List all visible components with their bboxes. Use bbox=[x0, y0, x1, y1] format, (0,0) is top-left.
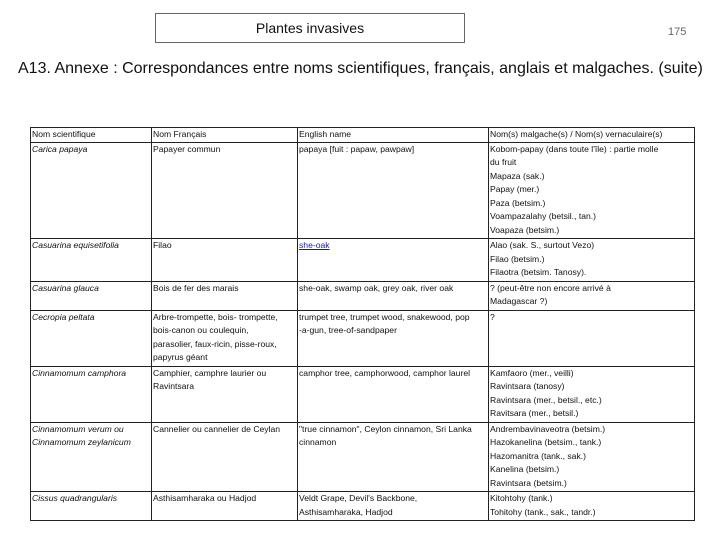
table-row bbox=[31, 142, 695, 239]
cell-line: Ravintsara bbox=[153, 381, 195, 391]
table-header-row bbox=[31, 128, 695, 143]
cell-scientific-name bbox=[31, 281, 152, 310]
header-title: Plantes invasives bbox=[255, 20, 365, 36]
table-row bbox=[31, 310, 695, 366]
cell-line: Cinnamomum camphora bbox=[32, 367, 127, 378]
cell-line: Casuarina equisetifolia bbox=[32, 240, 119, 250]
cell-line: Arbre-trompette, bois- trompette, bbox=[153, 311, 278, 322]
cell-line: Paza (betsim.) bbox=[490, 197, 546, 208]
english-name-link[interactable]: she-oak bbox=[299, 240, 330, 250]
cell-line: "true cinnamon", Ceylon cinnamon, Sri Lanka bbox=[299, 423, 472, 434]
cell-line: Filaotra (betsim. Tanosy). bbox=[490, 267, 587, 277]
cell-malagasy-name bbox=[489, 142, 695, 239]
cell-malagasy-name bbox=[489, 281, 695, 310]
cell-line: Ravintsara (betsim.) bbox=[490, 477, 567, 488]
cell-line: Filao (betsim.) bbox=[490, 253, 545, 264]
cell-line: trumpet tree, trumpet wood, snakewood, pop bbox=[299, 311, 470, 322]
cell-line: Alao (sak. S., surtout Vezo) bbox=[490, 240, 595, 250]
cell-line: papaya [fuit : papaw, pawpaw] bbox=[299, 143, 415, 154]
cell-line: Kobom-papay (dans toute l'île) : partie molle bbox=[490, 143, 659, 154]
cell-malagasy-name bbox=[489, 492, 695, 521]
table-row bbox=[31, 492, 695, 521]
cell-english-name bbox=[298, 366, 489, 422]
cell-malagasy-name bbox=[489, 239, 695, 282]
cell-line: cinnamon bbox=[299, 437, 337, 447]
cell-english-name bbox=[298, 239, 489, 282]
cell-line: Hazomanitra (tank., sak.) bbox=[490, 450, 586, 461]
cell-line: Madagascar ?) bbox=[490, 296, 548, 306]
cell-french-name bbox=[152, 281, 298, 310]
cell-line: Veldt Grape, Devil's Backbone, bbox=[299, 493, 418, 503]
column-header-scientific: Nom scientifique bbox=[31, 128, 152, 143]
cell-scientific-name bbox=[31, 142, 152, 239]
correspondence-table bbox=[30, 127, 695, 521]
cell-line: ? bbox=[490, 311, 495, 322]
cell-line: -a-gun, tree-of-sandpaper bbox=[299, 325, 397, 335]
cell-line: ? (peut-être non encore arrivé à bbox=[490, 282, 611, 293]
cell-line: Papay (mer.) bbox=[490, 184, 540, 194]
cell-english-name bbox=[298, 492, 489, 521]
cell-line: Papayer commun bbox=[153, 143, 221, 154]
cell-english-name bbox=[298, 310, 489, 366]
cell-line: Kanelina (betsim.) bbox=[490, 464, 560, 474]
cell-scientific-name bbox=[31, 366, 152, 422]
cell-line: Ravintsara (tanosy) bbox=[490, 381, 565, 391]
cell-line: Voapaza (betsim.) bbox=[490, 224, 560, 235]
cell-scientific-name bbox=[31, 492, 152, 521]
table-body bbox=[31, 142, 695, 521]
cell-french-name bbox=[152, 366, 298, 422]
cell-english-name bbox=[298, 281, 489, 310]
cell-line: Carica papaya bbox=[32, 143, 88, 154]
table-row bbox=[31, 422, 695, 492]
cell-line: papyrus géant bbox=[153, 352, 208, 362]
column-header-malagasy: Nom(s) malgache(s) / Nom(s) vernaculaire(s) bbox=[489, 128, 695, 143]
cell-scientific-name bbox=[31, 239, 152, 282]
cell-malagasy-name bbox=[489, 366, 695, 422]
cell-line: Cissus quadrangularis bbox=[32, 493, 118, 503]
cell-line: Ravintsara (mer., betsil., etc.) bbox=[490, 394, 602, 405]
cell-line: Kitohtohy (tank.) bbox=[490, 493, 553, 503]
page-number: 175 bbox=[668, 26, 687, 38]
cell-english-name bbox=[298, 142, 489, 239]
cell-french-name bbox=[152, 239, 298, 282]
cell-line: Cecropia peltata bbox=[32, 311, 95, 322]
column-header-french: Nom Français bbox=[152, 128, 298, 143]
cell-line: Camphier, camphre laurier ou bbox=[153, 367, 267, 378]
table-row bbox=[31, 281, 695, 310]
cell-french-name bbox=[152, 142, 298, 239]
cell-malagasy-name bbox=[489, 422, 695, 492]
cell-line: Kamfaoro (mer., veilli) bbox=[490, 367, 574, 378]
cell-line: Tohitohy (tank., sak., tandr.) bbox=[490, 506, 596, 517]
cell-line: Mapaza (sak.) bbox=[490, 170, 545, 181]
cell-line: Andrembavinaveotra (betsim.) bbox=[490, 423, 606, 434]
cell-line: du fruit bbox=[490, 157, 517, 167]
cell-line: she-oak, swamp oak, grey oak, river oak bbox=[299, 282, 454, 293]
cell-french-name bbox=[152, 310, 298, 366]
cell-line: Voampazalahy (betsil., tan.) bbox=[490, 211, 597, 221]
table-row bbox=[31, 366, 695, 422]
cell-line: Bois de fer des marais bbox=[153, 282, 239, 293]
cell-line: camphor tree, camphorwood, camphor laurel bbox=[299, 367, 471, 378]
cell-scientific-name bbox=[31, 422, 152, 492]
table-row bbox=[31, 239, 695, 282]
column-header-english: English name bbox=[298, 128, 489, 143]
cell-french-name bbox=[152, 492, 298, 521]
cell-line: Casuarina glauca bbox=[32, 282, 99, 293]
section-title: A13. Annexe : Correspondances entre noms scientifiques, français, anglais et malgaches. (suite) bbox=[18, 60, 703, 77]
cell-english-name bbox=[298, 422, 489, 492]
cell-scientific-name bbox=[31, 310, 152, 366]
cell-line: Filao bbox=[153, 240, 172, 250]
cell-line: Cinnamomum verum ou bbox=[32, 423, 124, 434]
header-title-box bbox=[155, 13, 465, 43]
cell-line: Cinnamomum zeylanicum bbox=[32, 437, 131, 447]
cell-line: Hazokanelina (betsim., tank.) bbox=[490, 437, 602, 447]
cell-malagasy-name bbox=[489, 310, 695, 366]
cell-line: Cannelier ou cannelier de Ceylan bbox=[153, 423, 281, 434]
cell-line: Ravitsara (mer., betsil.) bbox=[490, 408, 579, 418]
cell-line: bois-canon ou coulequin, bbox=[153, 325, 249, 335]
cell-line: parasolier, faux-ricin, pisse-roux, bbox=[153, 338, 277, 349]
cell-french-name bbox=[152, 422, 298, 492]
cell-line: Asthisamharaka, Hadjod bbox=[299, 506, 393, 517]
cell-line: Asthisamharaka ou Hadjod bbox=[153, 493, 257, 503]
